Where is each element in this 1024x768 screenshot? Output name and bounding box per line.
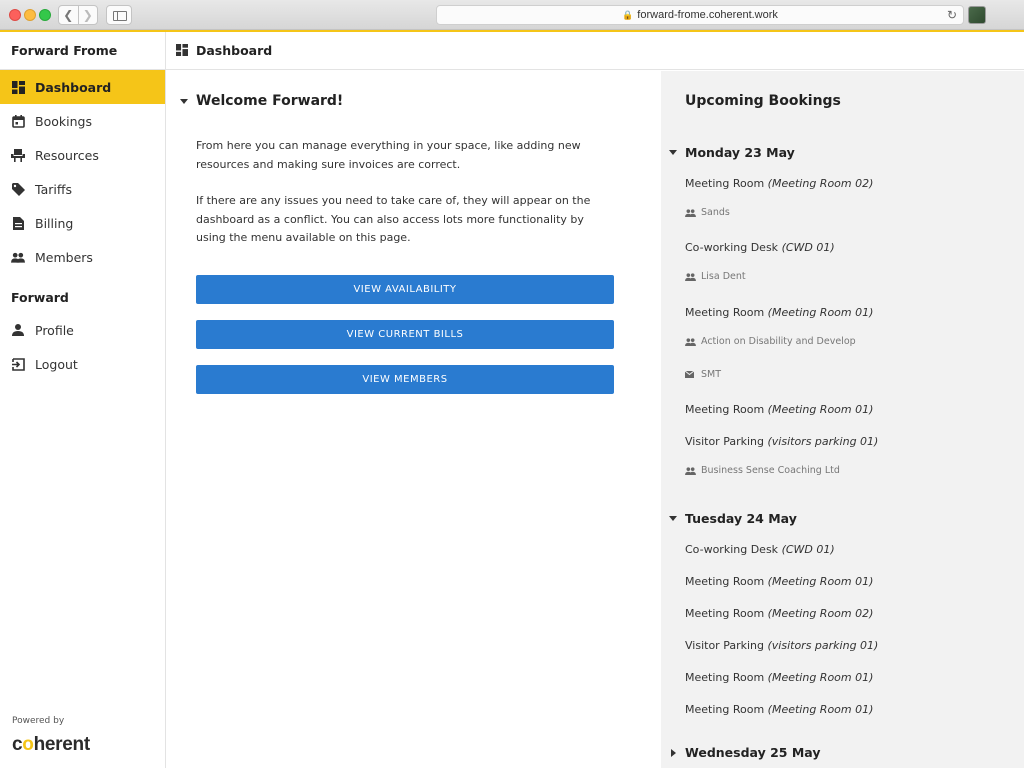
booking-detail: (visitors parking 01) — [767, 435, 879, 448]
booking-resource: Visitor Parking — [685, 639, 764, 652]
day-label: Wednesday 25 May — [685, 745, 821, 760]
back-button[interactable]: ❮ — [63, 8, 74, 22]
day-header-tuesday[interactable] — [669, 511, 797, 526]
view-availability-button[interactable]: VIEW AVAILABILITY — [196, 275, 614, 304]
booking-detail: (Meeting Room 01) — [767, 403, 874, 416]
day-header-wednesday[interactable] — [669, 745, 820, 760]
booking-detail: (CWD 01) — [781, 241, 835, 254]
caret-down-icon — [669, 516, 677, 521]
powered-by-label: Powered by — [12, 716, 65, 726]
history-nav — [58, 5, 98, 25]
people-icon — [11, 250, 25, 264]
booking-member — [685, 336, 856, 347]
sidebar-item-logout[interactable] — [0, 347, 165, 381]
people-icon — [685, 209, 697, 217]
booking-item[interactable] — [685, 703, 873, 716]
main-content — [166, 71, 661, 768]
sidebar — [0, 32, 166, 768]
person-icon — [11, 323, 25, 337]
sidebar-item-members[interactable] — [0, 240, 165, 274]
sidebar-toggle-icon[interactable] — [106, 5, 132, 25]
coherent-logo[interactable] — [12, 734, 90, 756]
view-members-button[interactable]: VIEW MEMBERS — [196, 365, 614, 394]
upcoming-bookings-title: Upcoming Bookings — [685, 93, 841, 109]
address-bar[interactable] — [436, 5, 964, 25]
document-icon — [11, 216, 25, 230]
calendar-icon — [11, 114, 25, 128]
conflict-paragraph: If there are any issues you need to take care of, they will appear on the dashboard as a conflict. You can also access lots more functionality by using the menu available on this page. — [196, 194, 591, 244]
welcome-title: Welcome Forward! — [196, 93, 344, 109]
zoom-window-button[interactable] — [39, 9, 51, 21]
booking-resource: Meeting Room — [685, 575, 765, 588]
people-icon — [685, 338, 697, 346]
page-title: Dashboard — [196, 43, 273, 58]
booking-item[interactable] — [685, 241, 835, 254]
booking-detail: (CWD 01) — [781, 543, 835, 556]
sidebar-item-label: Logout — [35, 356, 78, 372]
sidebar-item-label: Bookings — [35, 113, 92, 129]
member-name: Sands — [701, 207, 730, 218]
day-label: Monday 23 May — [685, 145, 795, 160]
reload-icon[interactable]: ↻ — [946, 8, 957, 22]
mail-icon — [685, 371, 697, 378]
close-window-button[interactable] — [9, 9, 21, 21]
booking-resource: Co-working Desk — [685, 241, 779, 254]
member-name: Action on Disability and Develop — [701, 336, 856, 347]
booking-resource: Co-working Desk — [685, 543, 779, 556]
sidebar-item-bookings[interactable] — [0, 104, 165, 138]
booking-item[interactable] — [685, 543, 835, 556]
sidebar-item-tariffs[interactable] — [0, 172, 165, 206]
booking-detail: (Meeting Room 01) — [767, 306, 874, 319]
booking-item[interactable] — [685, 575, 873, 588]
booking-resource: Meeting Room — [685, 306, 765, 319]
day-label: Tuesday 24 May — [685, 511, 797, 526]
sidebar-item-label: Tariffs — [35, 181, 72, 197]
sidebar-item-label: Billing — [35, 215, 74, 231]
booking-resource: Meeting Room — [685, 607, 765, 620]
member-name: Lisa Dent — [701, 271, 746, 282]
view-current-bills-button[interactable]: VIEW CURRENT BILLS — [196, 320, 614, 349]
booking-detail: (Meeting Room 01) — [767, 671, 874, 684]
sidebar-item-label: Resources — [35, 147, 99, 163]
sidebar-item-dashboard[interactable] — [0, 70, 165, 104]
booking-detail: (Meeting Room 01) — [767, 575, 874, 588]
booking-detail: (Meeting Room 01) — [767, 703, 874, 716]
booking-resource: Meeting Room — [685, 177, 765, 190]
sidebar-item-label: Dashboard — [35, 79, 112, 95]
booking-resource: Meeting Room — [685, 703, 765, 716]
booking-resource: Visitor Parking — [685, 435, 764, 448]
sidebar-item-resources[interactable] — [0, 138, 165, 172]
sidebar-item-label: Profile — [35, 322, 74, 338]
upcoming-bookings-panel — [661, 71, 1024, 768]
booking-item[interactable] — [685, 435, 878, 448]
people-icon — [685, 467, 697, 475]
day-header-monday[interactable] — [669, 145, 795, 160]
booking-item[interactable] — [685, 671, 873, 684]
booking-member — [685, 369, 721, 380]
sidebar-item-label: Members — [35, 249, 93, 265]
sidebar-item-profile[interactable] — [0, 313, 165, 347]
logo-rest: herent — [33, 734, 90, 755]
booking-resource: Meeting Room — [685, 403, 765, 416]
booking-detail: (Meeting Room 02) — [767, 177, 874, 190]
intro-paragraph: From here you can manage everything in your space, like adding new resources and making sure invoices are correct. — [196, 139, 581, 171]
tag-icon — [11, 182, 25, 196]
caret-down-icon — [180, 99, 188, 104]
booking-detail: (visitors parking 01) — [767, 639, 879, 652]
booking-item[interactable] — [685, 306, 873, 319]
member-name: SMT — [701, 369, 722, 380]
booking-member — [685, 271, 746, 282]
forward-button[interactable]: ❯ — [78, 6, 98, 24]
booking-item[interactable] — [685, 607, 873, 620]
people-icon — [685, 273, 697, 281]
browser-toolbar — [0, 0, 1024, 30]
booking-member — [685, 207, 730, 218]
booking-item[interactable] — [685, 639, 878, 652]
logo-o: o — [22, 734, 34, 755]
sidebar-item-billing[interactable] — [0, 206, 165, 240]
chair-icon — [11, 148, 25, 162]
minimize-window-button[interactable] — [24, 9, 36, 21]
account-section-title: Forward — [11, 290, 69, 305]
booking-member — [685, 465, 840, 476]
caret-down-icon — [669, 150, 677, 155]
member-name: Business Sense Coaching Ltd — [701, 465, 840, 476]
page-header — [166, 32, 1024, 70]
logo-c: c — [12, 734, 23, 755]
extension-icon[interactable] — [968, 6, 986, 24]
url-text: forward-frome.coherent.work — [637, 9, 778, 21]
welcome-toggle[interactable] — [180, 93, 343, 109]
logout-icon — [11, 357, 25, 371]
dashboard-icon — [11, 80, 25, 94]
booking-resource: Meeting Room — [685, 671, 765, 684]
space-name: Forward Frome — [0, 32, 165, 70]
booking-item[interactable] — [685, 403, 873, 416]
lock-icon: 🔒 — [622, 9, 634, 20]
booking-item[interactable] — [685, 177, 873, 190]
caret-right-icon — [671, 749, 676, 757]
dashboard-icon — [176, 41, 188, 60]
booking-detail: (Meeting Room 02) — [767, 607, 874, 620]
